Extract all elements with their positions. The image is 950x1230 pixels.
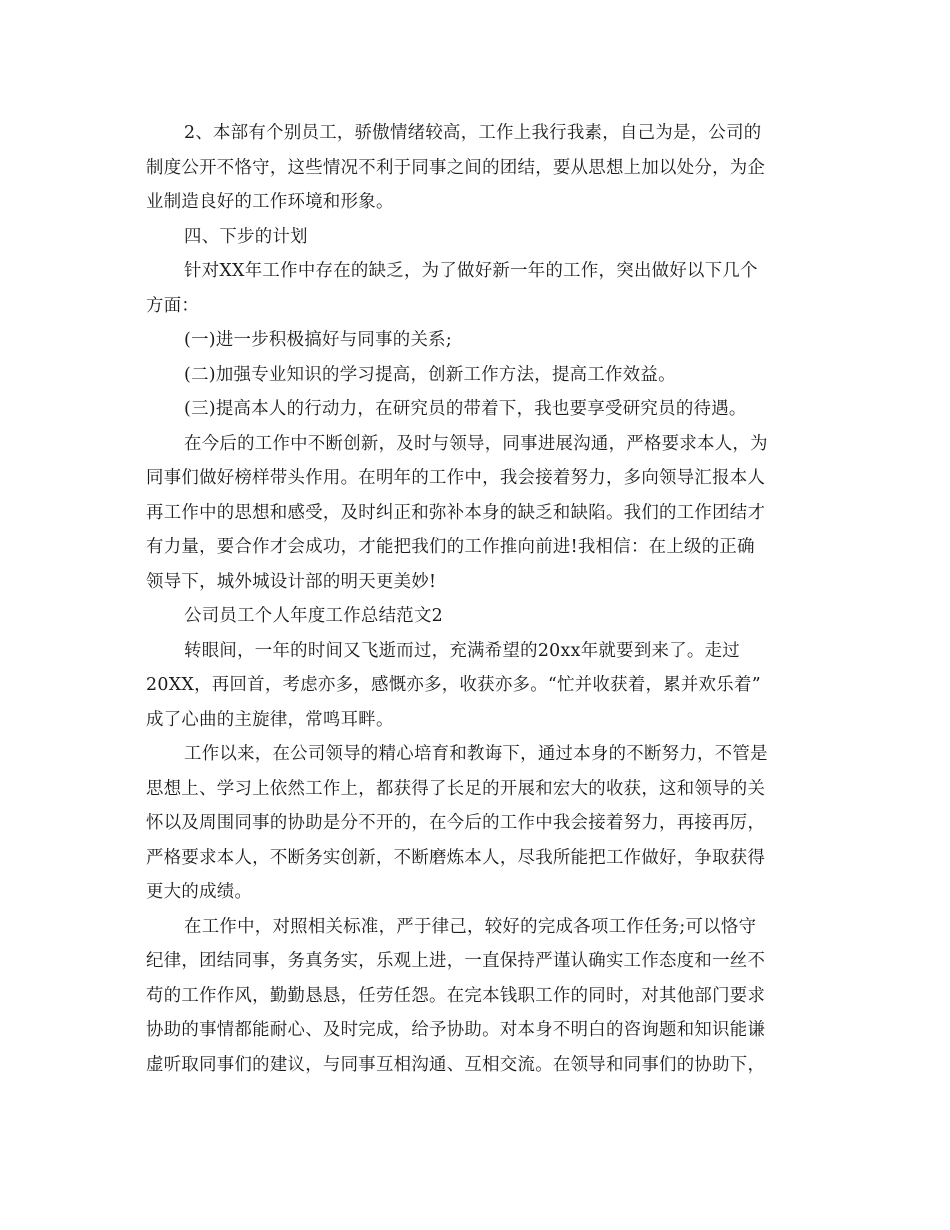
paragraph-line: 思想上、学习上依然工作上，都获得了长足的开展和宏大的收获，这和领导的关 [146,778,766,799]
paragraph-line: 纪律，团结同事，务真务实，乐观上进，一直保持严谨认确实工作态度和一丝不 [146,951,766,971]
paragraph-first-line: (一)进一步积极搞好与同事的关系; [184,330,452,350]
paragraph-line: 有力量，要合作才会成功，才能把我们的工作推向前进!我相信：在上级的正确 [146,537,755,557]
paragraph-line: 协助的事情都能耐心、及时完成，给予协助。对本身不明白的咨询题和知识能谦 [146,1020,766,1040]
paragraph-line: 方面： [146,295,200,316]
paragraph-first-line: 在工作中，对照相关标准，严于律己，较好的完成各项工作任务;可以恪守 [184,916,757,937]
paragraph-first-line: 公司员工个人年度工作总结范文2 [184,606,444,626]
paragraph-line: 同事们做好榜样带头作用。在明年的工作中，我会接着努力，多向领导汇报本人 [146,468,766,488]
paragraph-line: 制度公开不恪守，这些情况不利于同事之间的团结，要从思想上加以处分，为企 [146,157,766,178]
paragraph-first-line: 针对XX年工作中存在的缺乏，为了做好新一年的工作，突出做好以下几个 [184,261,758,281]
paragraph [146,634,806,738]
paragraph-first-line: 转眼间，一年的时间又飞逝而过，充满希望的20xx年就要到来了。走过 [184,640,740,661]
paragraph-line: 20XX，再回首，考虑亦多，感慨亦多，收获亦多。“忙并收获着，累并欢乐着” [146,675,761,695]
paragraph-line: 再工作中的思想和感受，及时纠正和弥补本身的缺乏和缺陷。我们的工作团结才 [146,502,766,523]
paragraph [146,220,806,255]
paragraph-first-line: (三)提高本人的行动力，在研究员的带着下，我也要享受研究员的待遇。 [184,399,747,419]
paragraph [146,254,806,323]
paragraph-first-line: (二)加强专业知识的学习提高，创新工作方法，提高工作效益。 [184,364,676,385]
paragraph-line: 成了心曲的主旋律，常鸣耳畔。 [146,709,394,730]
paragraph-line: 更大的成绩。 [146,882,253,902]
paragraph-line: 虚听取同事们的建议，与同事互相沟通、互相交流。在领导和同事们的协助下， [146,1054,766,1075]
paragraph [146,358,806,393]
paragraph [146,323,806,358]
paragraph-first-line: 在今后的工作中不断创新，及时与领导，同事进展沟通，严格要求本人，为 [184,433,768,454]
paragraph [146,599,806,634]
paragraph-line: 严格要求本人，不断务实创新，不断磨炼本人，尽我所能把工作做好，争取获得 [146,847,766,868]
paragraph-line: 苟的工作作风，勤勤恳恳，任劳任怨。在完本钱职工作的同时，对其他部门要求 [146,985,766,1006]
paragraph-first-line: 工作以来，在公司领导的精心培育和教诲下，通过本身的不断努力，不管是 [184,744,768,764]
paragraph [146,116,806,220]
paragraph [146,910,806,1083]
paragraph [146,737,806,910]
paragraph-first-line: 2、本部有个别员工，骄傲情绪较高，工作上我行我素，自己为是，公司的 [184,123,762,143]
paragraph [146,427,806,600]
paragraph-line: 怀以及周围同事的协助是分不开的，在今后的工作中我会接着努力，再接再厉， [146,813,766,833]
paragraph-line: 业制造良好的工作环境和形象。 [146,192,394,212]
document-body [146,116,806,1082]
paragraph-line: 领导下，城外城设计部的明天更美妙! [146,571,437,592]
paragraph-first-line: 四、下步的计划 [184,226,308,247]
paragraph [146,392,806,427]
